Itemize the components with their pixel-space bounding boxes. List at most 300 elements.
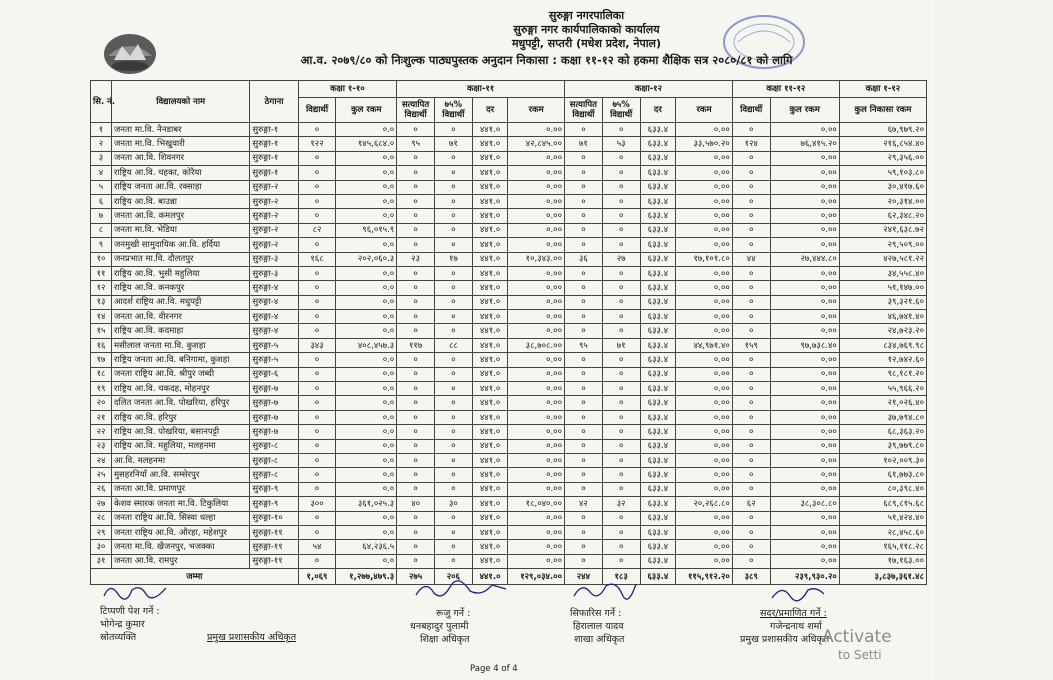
table-cell: ०.०० <box>676 194 733 208</box>
table-cell: सुरुङ्गा-७ <box>250 425 298 439</box>
table-cell: ३ <box>91 151 112 165</box>
table-cell: ० <box>565 180 603 194</box>
table-cell: ०.०० <box>770 453 839 467</box>
table-cell: ४४१.० <box>472 497 508 511</box>
table-cell: ० <box>434 266 472 280</box>
table-cell: २७ <box>602 252 640 266</box>
table-cell: ० <box>565 223 603 237</box>
table-cell: ० <box>602 223 640 237</box>
table-cell: सुरुङ्गा-४ <box>250 310 298 324</box>
table-cell: ०.०० <box>508 238 565 252</box>
table-cell: ७ <box>91 209 112 223</box>
totals-cell: २४४ <box>565 569 603 585</box>
table-cell: ० <box>602 266 640 280</box>
table-cell: ०.० <box>336 209 397 223</box>
table-cell: ० <box>397 223 435 237</box>
table-cell: ०.०० <box>770 180 839 194</box>
table-cell: ० <box>565 209 603 223</box>
table-cell: ० <box>298 382 336 396</box>
table-cell: जनता मा.वि. भेडिया <box>111 223 249 237</box>
totals-cell: ४४१.० <box>472 569 508 585</box>
table-cell: १६ <box>91 338 112 352</box>
activation-watermark: Activate <box>822 627 892 647</box>
table-cell: ० <box>298 310 336 324</box>
table-cell: सुरुङ्गा-१ <box>250 166 298 180</box>
table-cell: ४४१.० <box>472 439 508 453</box>
table-cell: ० <box>565 468 603 482</box>
table-cell: ० <box>732 410 770 424</box>
prepared-by-label: टिप्पणी पेश गर्ने : <box>100 606 160 617</box>
col-amount-11: रकम <box>508 98 565 123</box>
table-cell: ०.० <box>336 396 397 410</box>
table-cell: ० <box>565 353 603 367</box>
table-cell: ० <box>434 180 472 194</box>
table-cell: केशव स्मारक जनता मा.वि. टिकुलिया <box>111 497 249 511</box>
table-cell: राष्ट्रिय आ.वि. हरिपुर <box>111 410 249 424</box>
table-cell: ० <box>732 180 770 194</box>
table-cell: १७,१०१.८० <box>676 252 733 266</box>
table-cell: ०.० <box>336 453 397 467</box>
table-cell: ०.०० <box>770 324 839 338</box>
table-cell: ०.०० <box>676 425 733 439</box>
table-cell: ६४,२३६.५ <box>336 540 397 554</box>
table-cell: ९८,१८१.२० <box>839 367 926 381</box>
table-cell: ० <box>565 123 603 137</box>
table-cell: ०.०० <box>770 151 839 165</box>
totals-cell: १८३ <box>602 569 640 585</box>
table-cell: ० <box>732 525 770 539</box>
table-cell: ० <box>602 540 640 554</box>
table-cell: ०.०० <box>676 540 733 554</box>
table-cell: ९६,०१५.९ <box>336 223 397 237</box>
table-cell: राष्ट्रिय जनता आ.वि. रक्साहा <box>111 180 249 194</box>
table-cell: ०.० <box>336 410 397 424</box>
table-cell: राष्ट्रिय आ.वि. चकदह, मोहनपुर <box>111 382 249 396</box>
table-cell: ०.० <box>336 166 397 180</box>
table-cell: ०.० <box>336 482 397 496</box>
table-cell: ० <box>434 453 472 467</box>
table-cell: ०.०० <box>508 209 565 223</box>
table-cell: ० <box>397 310 435 324</box>
table-cell: ० <box>397 511 435 525</box>
table-cell: ० <box>434 554 472 568</box>
admin-officer-label: प्रमुख प्रशासकीय अधिकृत <box>207 632 297 643</box>
table-cell: ११ <box>91 266 112 280</box>
table-cell: सुरुङ्गा-१० <box>250 511 298 525</box>
table-cell: ० <box>565 425 603 439</box>
table-cell: ६३३.४ <box>640 166 676 180</box>
table-cell: १६५,११८.२८ <box>839 540 926 554</box>
municipality-name: सुरुङ्गा नगरपालिका <box>548 9 625 22</box>
table-cell: ४२,८४५.०० <box>508 137 565 151</box>
table-cell: मसीलाल जनता मा.वि. कुशहा <box>111 338 249 352</box>
table-cell: २१ <box>91 410 112 424</box>
table-cell: ० <box>602 310 640 324</box>
table-cell: ०.० <box>336 238 397 252</box>
table-cell: ० <box>397 367 435 381</box>
table-cell: ०.० <box>336 511 397 525</box>
table-cell: ४४१.० <box>472 209 508 223</box>
table-cell: ०.०० <box>676 482 733 496</box>
table-cell: ० <box>602 439 640 453</box>
table-cell: ८२ <box>298 223 336 237</box>
table-cell: ६३३.४ <box>640 151 676 165</box>
table-cell: ० <box>298 123 336 137</box>
table-cell: ०.०० <box>508 410 565 424</box>
table-cell: सुरुङ्गा-२ <box>250 209 298 223</box>
col-sn: सि. नं. <box>91 81 112 123</box>
table-cell: ० <box>397 123 435 137</box>
table-cell: ५१,४२४.४० <box>839 511 926 525</box>
table-cell: ०.०० <box>676 151 733 165</box>
col-address: ठेगाना <box>250 81 298 123</box>
table-cell: सुरुङ्गा-२ <box>250 238 298 252</box>
table-row <box>91 540 927 554</box>
table-cell: ६३३.४ <box>640 123 676 137</box>
table-cell: ०.० <box>336 123 397 137</box>
table-cell: ० <box>298 180 336 194</box>
table-cell: ० <box>732 310 770 324</box>
table-row <box>91 439 927 453</box>
table-cell: ०.०० <box>676 382 733 396</box>
table-cell: ० <box>565 367 603 381</box>
table-cell: आ.वि. मलहनमा <box>111 453 249 467</box>
table-cell: जनता आ.वि. शिवनगर <box>111 151 249 165</box>
table-cell: ० <box>298 238 336 252</box>
table-cell: ०.० <box>336 194 397 208</box>
table-cell: ० <box>397 209 435 223</box>
table-cell: ० <box>434 425 472 439</box>
table-cell: जनता आ.वि. वीरनगर <box>111 310 249 324</box>
table-cell: ०.०० <box>508 324 565 338</box>
table-cell: ०.०० <box>508 295 565 309</box>
prepared-by-name: भोगेन्द्र कुमार <box>100 619 145 630</box>
recommended-by-name: हिरालाल यादव <box>573 621 624 632</box>
table-cell: ०.०० <box>770 295 839 309</box>
table-cell: ४४१.० <box>472 180 508 194</box>
table-cell: जनता मा.वि. भिखुवारी <box>111 137 249 151</box>
table-cell: ० <box>298 151 336 165</box>
table-cell: ०.०० <box>508 468 565 482</box>
table-cell: ४४१.० <box>472 281 508 295</box>
table-cell: ० <box>602 281 640 295</box>
table-cell: ० <box>602 151 640 165</box>
table-cell: ०.० <box>336 151 397 165</box>
table-cell: दलित जनता आ.वि. पोखरिया, हरिपुर <box>111 396 249 410</box>
table-cell: ६३३.४ <box>640 453 676 467</box>
table-row <box>91 238 927 252</box>
table-cell: ६३३.४ <box>640 525 676 539</box>
col-group-12: कक्षा-१२ <box>565 81 733 98</box>
table-cell: ० <box>565 238 603 252</box>
table-row <box>91 410 927 424</box>
table-cell: ३६१,०२५.३ <box>336 497 397 511</box>
table-cell: ६३३.४ <box>640 238 676 252</box>
table-cell: ९५ <box>565 338 603 352</box>
table-cell: ७१ <box>602 338 640 352</box>
table-cell: ० <box>602 353 640 367</box>
table-cell: ० <box>434 281 472 295</box>
table-cell: ७१ <box>434 137 472 151</box>
table-cell: ० <box>732 482 770 496</box>
table-cell: २९,३५६.०० <box>839 151 926 165</box>
table-cell: ०.०० <box>508 396 565 410</box>
table-cell: ० <box>732 511 770 525</box>
table-cell: २७,४४४.८० <box>770 252 839 266</box>
table-cell: ०.०० <box>676 266 733 280</box>
table-cell: ० <box>602 468 640 482</box>
table-cell: ३९,३२१.६० <box>839 295 926 309</box>
table-cell: ० <box>397 180 435 194</box>
table-cell: सुरुङ्गा-४ <box>250 281 298 295</box>
table-row <box>91 396 927 410</box>
table-cell: ० <box>298 295 336 309</box>
table-cell: ०.०० <box>770 209 839 223</box>
table-cell: ० <box>298 281 336 295</box>
table-cell: ० <box>732 194 770 208</box>
table-row <box>91 353 927 367</box>
table-cell: ० <box>602 554 640 568</box>
table-cell: ०.०० <box>770 281 839 295</box>
table-cell: सुरुङ्गा-३ <box>250 252 298 266</box>
table-cell: ० <box>434 238 472 252</box>
table-cell: ०.०० <box>770 123 839 137</box>
table-cell: ०.०० <box>770 266 839 280</box>
table-cell: ४४१.० <box>472 554 508 568</box>
col-group-11-12: कक्षा ११-१२ <box>732 81 839 98</box>
table-cell: ०.० <box>336 310 397 324</box>
table-cell: १०२,००९.३० <box>839 453 926 467</box>
table-cell: ० <box>397 238 435 252</box>
table-cell: सुरुङ्गा-१ <box>250 123 298 137</box>
table-cell: ० <box>602 482 640 496</box>
table-cell: जनता मा.वि. नैनडाबर <box>111 123 249 137</box>
table-cell: ०.०० <box>770 367 839 381</box>
signed-by-label: रूजु गर्ने : <box>436 608 471 619</box>
table-cell: ०.०० <box>508 266 565 280</box>
signature-prepared <box>100 580 170 602</box>
table-cell: ६३३.४ <box>640 223 676 237</box>
table-cell: २४ <box>91 453 112 467</box>
table-row <box>91 310 927 324</box>
col-pct-11: ७५% विद्यार्थी <box>434 98 472 123</box>
table-cell: २०२,०६०.३ <box>336 252 397 266</box>
table-cell: ० <box>565 410 603 424</box>
table-cell: ० <box>434 151 472 165</box>
totals-cell: ३,८३७,३६१.४८ <box>839 569 926 585</box>
table-cell: ० <box>397 382 435 396</box>
table-cell: ६३३.४ <box>640 540 676 554</box>
table-cell: आदर्श राष्ट्रिय आ.वि. मधुपट्टी <box>111 295 249 309</box>
table-cell: ३० <box>434 497 472 511</box>
table-cell: २३ <box>91 439 112 453</box>
table-cell: जनमुखी सामुदायिक आ.वि. हर्दिया <box>111 238 249 252</box>
header-row-groups <box>91 81 927 98</box>
table-cell: ६३३.४ <box>640 295 676 309</box>
table-cell: ०.०० <box>508 554 565 568</box>
table-cell: १०,३४३.०० <box>508 252 565 266</box>
table-cell: ७६,४१५.२० <box>770 137 839 151</box>
table-cell: ० <box>397 151 435 165</box>
table-cell: ० <box>602 410 640 424</box>
table-cell: ० <box>565 266 603 280</box>
table-cell: ४४१.० <box>472 468 508 482</box>
table-cell: ४४१.० <box>472 540 508 554</box>
table-cell: २९ <box>91 525 112 539</box>
approved-by-name: गजेन्द्रनाथ शर्मा <box>770 621 822 632</box>
table-cell: ० <box>434 410 472 424</box>
table-cell: सुरुङ्गा-५ <box>250 338 298 352</box>
table-cell: ६३३.४ <box>640 439 676 453</box>
table-cell: १८ <box>91 367 112 381</box>
table-cell: ६१,७७३.८० <box>839 468 926 482</box>
table-cell: ०.०० <box>770 540 839 554</box>
table-cell: ०.०० <box>508 166 565 180</box>
table-cell: ३१ <box>91 554 112 568</box>
table-cell: ४४१.० <box>472 511 508 525</box>
release-table <box>90 80 927 585</box>
totals-cell: २०६ <box>434 569 472 585</box>
table-cell: १४५,६८४.० <box>336 137 397 151</box>
table-cell: २ <box>91 137 112 151</box>
table-cell: ० <box>732 209 770 223</box>
table-cell: ४२७,५८१.२२ <box>839 252 926 266</box>
table-cell: ० <box>434 396 472 410</box>
table-cell: १६८ <box>298 252 336 266</box>
table-cell: ४६,७४१.४० <box>839 310 926 324</box>
table-cell: ०.० <box>336 425 397 439</box>
signed-by-name: धनबहादुर पुलामी <box>410 621 469 632</box>
table-cell: ०.०० <box>676 324 733 338</box>
table-cell: ० <box>732 382 770 396</box>
table-cell: ०.०० <box>770 554 839 568</box>
table-cell: ० <box>434 310 472 324</box>
table-cell: राष्ट्रिय आ.वि. भुसी महुलिया <box>111 266 249 280</box>
table-cell: १८,०४०.०० <box>508 497 565 511</box>
table-row <box>91 554 927 568</box>
table-row <box>91 281 927 295</box>
table-cell: ४४१.० <box>472 151 508 165</box>
table-cell: ०.०० <box>508 123 565 137</box>
table-cell: जनप्रभात मा.वि. दौलतपुर <box>111 252 249 266</box>
recommended-by-title: शाखा अधिकृत <box>574 634 625 645</box>
totals-cell: २७५ <box>397 569 435 585</box>
table-cell: ३०० <box>298 497 336 511</box>
table-cell: ०.०० <box>770 425 839 439</box>
table-cell: ० <box>434 439 472 453</box>
table-cell: ०.०० <box>770 468 839 482</box>
table-cell: ०.० <box>336 554 397 568</box>
table-cell: ५४ <box>298 540 336 554</box>
table-cell: ० <box>565 439 603 453</box>
table-cell: ० <box>602 209 640 223</box>
table-cell: ६३३.४ <box>640 425 676 439</box>
table-cell: ११७ <box>397 338 435 352</box>
table-cell: ० <box>397 266 435 280</box>
table-cell: ०.०० <box>508 194 565 208</box>
table-cell: ५ <box>91 180 112 194</box>
table-cell: ६३३.४ <box>640 266 676 280</box>
table-cell: ०.०० <box>508 425 565 439</box>
col-group-11: कक्षा-११ <box>397 81 565 98</box>
table-cell: ०.०० <box>770 396 839 410</box>
recommended-by-label: सिफारिस गर्ने : <box>570 608 622 619</box>
table-cell: ३८,३०८.८० <box>770 497 839 511</box>
table-cell: २८,४५८.६० <box>839 525 926 539</box>
table-cell: ० <box>298 166 336 180</box>
table-row <box>91 223 927 237</box>
table-cell: ४४,९७१.४० <box>676 338 733 352</box>
table-cell: १९ <box>91 382 112 396</box>
table-cell: ०.० <box>336 295 397 309</box>
table-cell: ०.०० <box>676 295 733 309</box>
table-cell: ३८,७०८.०० <box>508 338 565 352</box>
table-cell: ४४१.० <box>472 396 508 410</box>
table-cell: ० <box>732 353 770 367</box>
table-cell: ०.० <box>336 468 397 482</box>
table-cell: ४४१.० <box>472 353 508 367</box>
table-cell: ० <box>732 151 770 165</box>
table-cell: ६८९,८१५.६८ <box>839 497 926 511</box>
table-cell: ४४१.० <box>472 410 508 424</box>
table-cell: जनता आ.वि. रामपुर <box>111 554 249 568</box>
table-cell: ०.०० <box>676 511 733 525</box>
table-cell: ५१,१४७.०० <box>839 281 926 295</box>
table-cell: १२४ <box>732 137 770 151</box>
table-cell: १२,७४२.६० <box>839 353 926 367</box>
table-cell: ० <box>602 238 640 252</box>
table-cell: सुरुङ्गा-८ <box>250 468 298 482</box>
table-cell: ६३३.४ <box>640 338 676 352</box>
table-cell: २६ <box>91 482 112 496</box>
table-cell: ० <box>732 554 770 568</box>
table-cell: ० <box>565 295 603 309</box>
table-cell: सुरुङ्गा-९ <box>250 497 298 511</box>
table-cell: राष्ट्रिय आ.वि. बाउन्ना <box>111 194 249 208</box>
table-row <box>91 123 927 137</box>
table-cell: ४४ <box>732 252 770 266</box>
table-cell: ० <box>732 266 770 280</box>
table-cell: ० <box>434 123 472 137</box>
totals-cell: १,०६९ <box>298 569 336 585</box>
office-address: मधुपट्टी, सप्तरी (मधेश प्रदेश, नेपाल) <box>511 37 662 50</box>
table-cell: ० <box>397 425 435 439</box>
col-total-1-10: कुल रकम <box>336 98 397 123</box>
table-row <box>91 295 927 309</box>
table-cell: ० <box>565 554 603 568</box>
table-cell: ६३३.४ <box>640 180 676 194</box>
table-cell: ०.० <box>336 525 397 539</box>
table-cell: ० <box>434 382 472 396</box>
table-cell: ५३ <box>602 137 640 151</box>
totals-cell: ३८९ <box>732 569 770 585</box>
col-students-1-10: विद्यार्थी <box>298 98 336 123</box>
table-cell: ०.०० <box>508 223 565 237</box>
col-total-11-12: कुल रकम <box>770 98 839 123</box>
activation-watermark-sub: to Setti <box>838 648 882 662</box>
table-cell: ६३३.४ <box>640 324 676 338</box>
table-row <box>91 453 927 467</box>
table-cell: २२ <box>91 425 112 439</box>
col-total-release: कुल निकासा रकम <box>839 98 926 123</box>
table-cell: ० <box>298 396 336 410</box>
table-cell: ० <box>298 511 336 525</box>
table-cell: ० <box>602 425 640 439</box>
table-cell: ० <box>434 511 472 525</box>
table-cell: सुरुङ्गा-७ <box>250 410 298 424</box>
table-cell: ० <box>397 396 435 410</box>
table-cell: ० <box>732 295 770 309</box>
